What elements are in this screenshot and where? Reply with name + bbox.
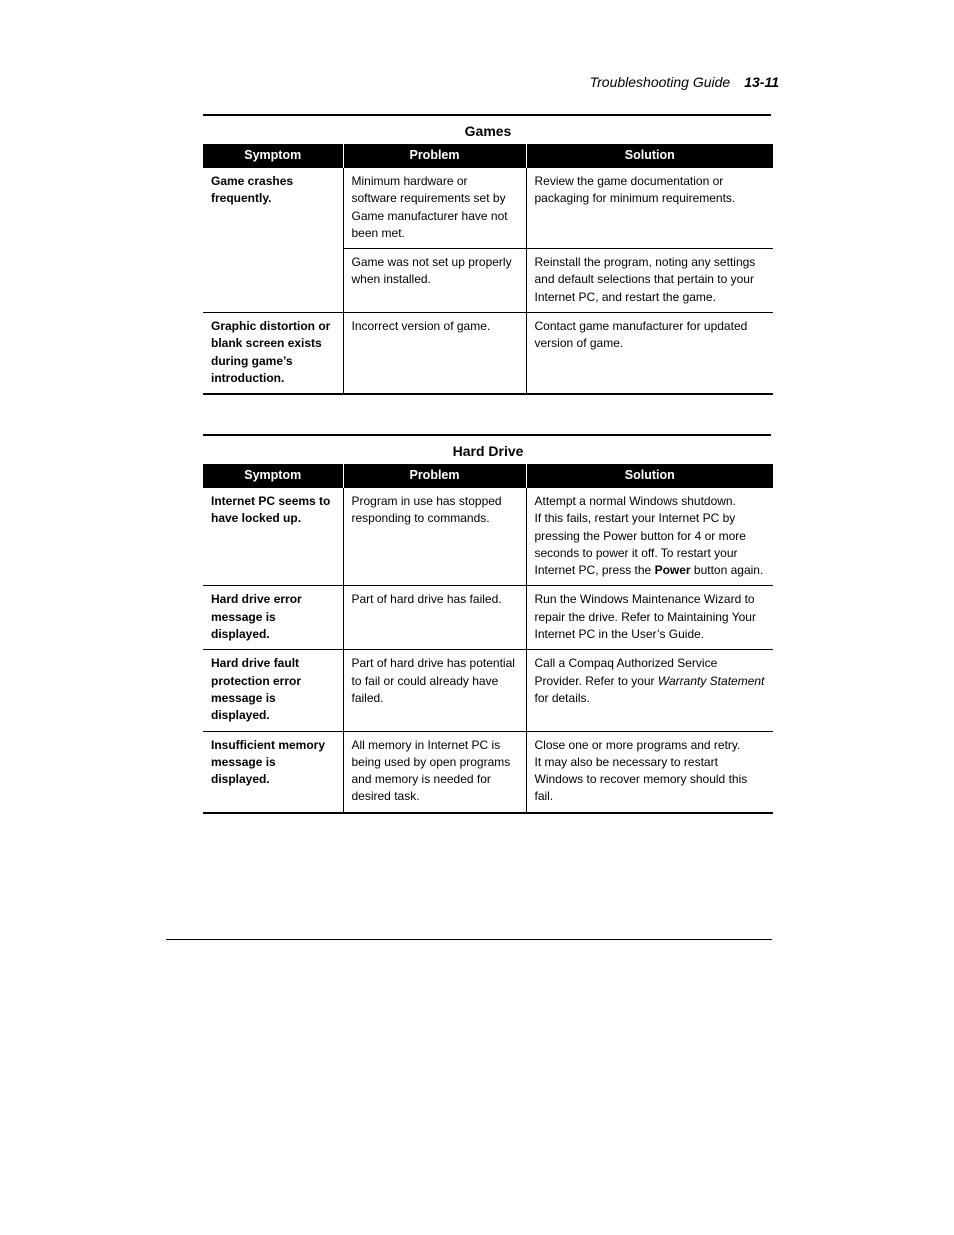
problem-cell: Program in use has stopped responding to commands. xyxy=(343,488,526,586)
footer-rule xyxy=(166,939,772,940)
solution-cell: Call a Compaq Authorized Service Provider. Refer to your Warranty Statement for details. xyxy=(526,650,773,731)
symptom-cell: Internet PC seems to have locked up. xyxy=(203,488,343,586)
solution-cell: Reinstall the program, noting any settings and default selections that pertain to your Internet PC, and restart the game. xyxy=(526,249,773,313)
hard-drive-table xyxy=(203,464,773,814)
table-row xyxy=(203,249,773,313)
games-col-problem: Problem xyxy=(343,144,526,168)
table-row xyxy=(203,650,773,731)
solution-cell: Review the game documentation or packaging for minimum requirements. xyxy=(526,168,773,249)
games-col-symptom: Symptom xyxy=(203,144,343,168)
solution-cell: Close one or more programs and retry. It may also be necessary to restart Windows to recover memory should this fail. xyxy=(526,731,773,813)
running-header-title: Troubleshooting Guide xyxy=(589,74,731,90)
problem-cell: Game was not set up properly when installed. xyxy=(343,249,526,313)
problem-cell: Minimum hardware or software requirements set by Game manufacturer have not been met. xyxy=(343,168,526,249)
symptom-cell xyxy=(203,249,343,313)
table-row xyxy=(203,731,773,813)
hard-drive-header-row xyxy=(203,464,773,488)
page-number: 13-11 xyxy=(744,74,779,90)
symptom-cell: Graphic distortion or blank screen exists during game’s introduction. xyxy=(203,313,343,395)
games-section xyxy=(203,114,773,395)
games-header-row xyxy=(203,144,773,168)
hard-drive-table-title: Hard Drive xyxy=(452,443,524,459)
games-table xyxy=(203,144,773,395)
solution-cell: Run the Windows Maintenance Wizard to repair the drive. Refer to Maintaining Your Internet PC in the User’s Guide. xyxy=(526,586,773,650)
hard-drive-section xyxy=(203,434,773,814)
table-row xyxy=(203,488,773,586)
symptom-cell: Hard drive fault protection error message is displayed. xyxy=(203,650,343,731)
problem-cell: Part of hard drive has potential to fail or could already have failed. xyxy=(343,650,526,731)
hard-drive-col-solution: Solution xyxy=(526,464,773,488)
symptom-cell: Insufficient memory message is displayed. xyxy=(203,731,343,813)
solution-cell: Attempt a normal Windows shutdown. If this fails, restart your Internet PC by pressing the Power button for 4 or more seconds to power it off. To restart your Internet PC, press the Power button again. xyxy=(526,488,773,586)
problem-cell: Part of hard drive has failed. xyxy=(343,586,526,650)
solution-cell: Contact game manufacturer for updated version of game. xyxy=(526,313,773,395)
games-table-title: Games xyxy=(464,123,512,139)
table-row xyxy=(203,168,773,249)
symptom-cell: Hard drive error message is displayed. xyxy=(203,586,343,650)
problem-cell: All memory in Internet PC is being used by open programs and memory is needed for desired task. xyxy=(343,731,526,813)
hard-drive-col-problem: Problem xyxy=(343,464,526,488)
problem-cell: Incorrect version of game. xyxy=(343,313,526,395)
running-header xyxy=(590,74,779,90)
table-row xyxy=(203,313,773,395)
warranty-statement-title: Warranty Statement xyxy=(657,673,765,688)
games-col-solution: Solution xyxy=(526,144,773,168)
power-term: Power xyxy=(654,563,691,578)
symptom-cell: Game crashes frequently. xyxy=(211,174,294,206)
table-row xyxy=(203,586,773,650)
hard-drive-col-symptom: Symptom xyxy=(203,464,343,488)
